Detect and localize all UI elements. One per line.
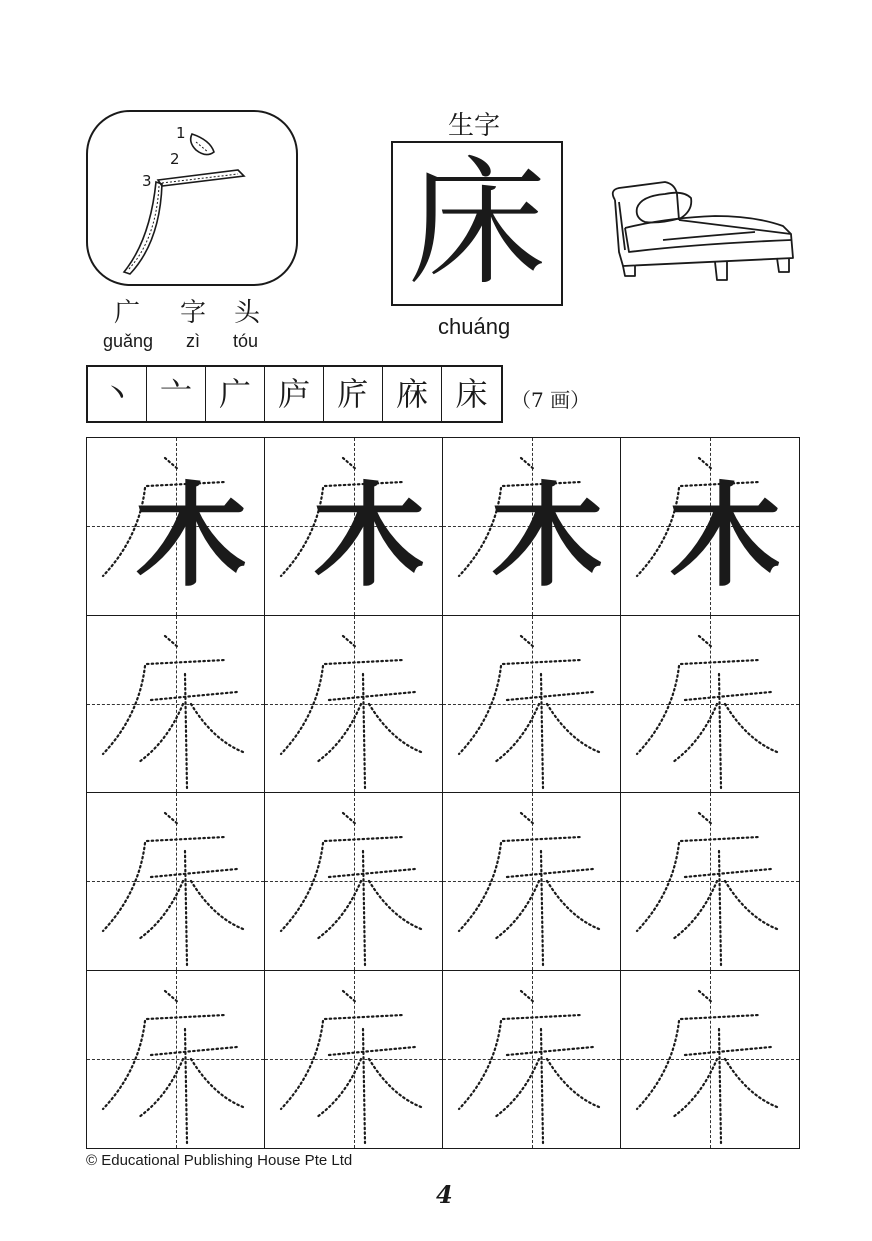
tracing-strokes xyxy=(87,793,265,971)
tracing-strokes xyxy=(621,971,799,1149)
copyright-notice: © Educational Publishing House Pte Ltd xyxy=(86,1152,353,1169)
stroke-order-row xyxy=(86,365,503,423)
radical-name-char: 字 xyxy=(180,298,207,328)
tracing-strokes xyxy=(87,616,265,794)
practice-cell[interactable] xyxy=(265,971,443,1149)
stroke-step: 亠 xyxy=(147,367,206,421)
tracing-strokes xyxy=(621,616,799,794)
tracing-strokes xyxy=(443,971,621,1149)
practice-cell[interactable] xyxy=(87,971,265,1149)
radical-name-pinyin: tóu xyxy=(233,331,259,351)
solid-component: 木 xyxy=(135,472,247,602)
practice-cell[interactable] xyxy=(265,616,443,794)
stroke-number-1: 1 xyxy=(176,124,186,142)
practice-cell[interactable] xyxy=(87,438,265,616)
practice-cell[interactable] xyxy=(621,616,799,794)
stroke-step: 庐 xyxy=(265,367,324,421)
new-character-pinyin: chuáng xyxy=(438,314,511,339)
stroke-step: 床 xyxy=(455,375,488,413)
stroke-step: 庥 xyxy=(383,367,442,421)
stroke-number-3: 3 xyxy=(142,172,152,190)
stroke-count: （7 画） xyxy=(511,388,591,412)
new-word-label: 生字 xyxy=(448,111,501,141)
practice-cell[interactable] xyxy=(621,793,799,971)
stroke-step: 丶 xyxy=(88,367,147,421)
practice-cell[interactable] xyxy=(87,616,265,794)
practice-cell[interactable] xyxy=(443,793,621,971)
radical-name-pinyin: guǎng xyxy=(103,331,154,351)
radical-name-char: 广 xyxy=(114,298,141,328)
tracing-strokes xyxy=(265,616,443,794)
practice-grid xyxy=(86,437,800,1149)
radical-box xyxy=(86,110,298,286)
practice-cell[interactable] xyxy=(443,616,621,794)
stroke-number-2: 2 xyxy=(170,150,180,168)
new-character-box xyxy=(391,141,563,306)
new-character: 床 xyxy=(407,143,546,304)
stroke-step: 庍 xyxy=(324,367,383,421)
practice-cell[interactable] xyxy=(621,971,799,1149)
tracing-strokes xyxy=(265,793,443,971)
practice-cell[interactable] xyxy=(443,438,621,616)
practice-cell[interactable] xyxy=(87,793,265,971)
tracing-strokes xyxy=(265,971,443,1149)
radical-name-pinyin: zì xyxy=(186,331,201,351)
page-number: 4 xyxy=(436,1180,453,1209)
radical-name-char: 头 xyxy=(234,298,261,328)
stroke-step: 广 xyxy=(206,367,265,421)
tracing-strokes xyxy=(621,793,799,971)
practice-cell[interactable] xyxy=(265,793,443,971)
tracing-strokes xyxy=(443,616,621,794)
practice-cell[interactable] xyxy=(443,971,621,1149)
solid-component: 木 xyxy=(669,472,781,602)
tracing-strokes xyxy=(87,971,265,1149)
bed-icon xyxy=(605,180,795,292)
radical-stroke-diagram xyxy=(88,112,292,280)
tracing-strokes xyxy=(443,793,621,971)
solid-component: 木 xyxy=(313,472,425,602)
solid-component: 木 xyxy=(491,472,603,602)
practice-cell[interactable] xyxy=(265,438,443,616)
practice-cell[interactable] xyxy=(621,438,799,616)
